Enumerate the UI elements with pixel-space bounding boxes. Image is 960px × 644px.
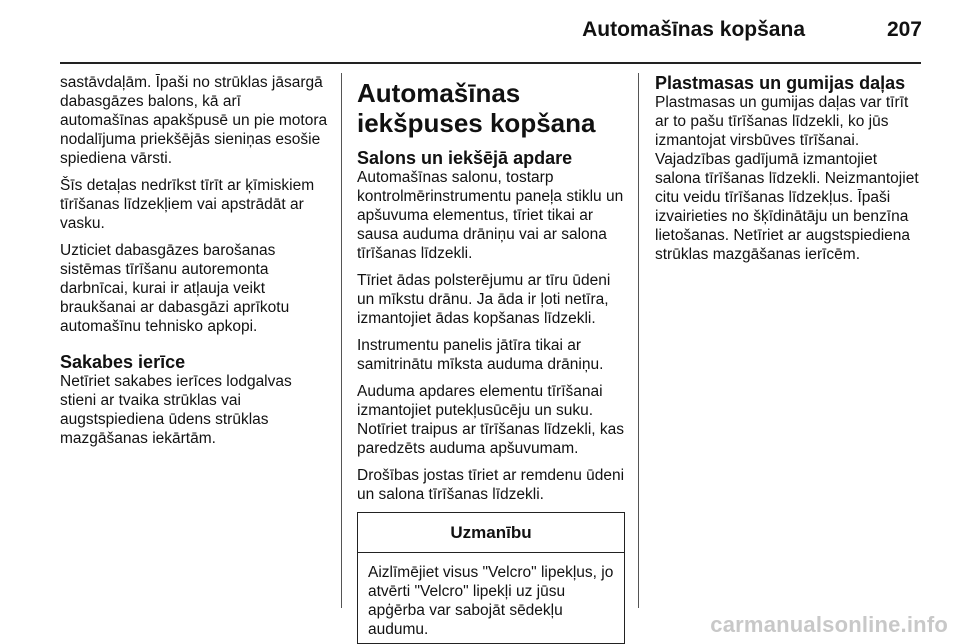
paragraph: Instrumentu panelis jātīra tikai ar samitrinātu mīksta auduma drāniņu. — [357, 337, 604, 373]
paragraph: Automašīnas salonu, tostarp kontrolmērinstrumentu paneļa stiklu un apšuvuma elementus, tīriet tikai ar sausa auduma drāniņu vai ar salona tīrīšanas līdzekli. — [357, 169, 624, 262]
paragraph: Tīriet ādas polsterējumu ar tīru ūdeni un mīkstu drānu. Ja āda ir ļoti netīra, izmantojiet ādas kopšanas līdzekli. — [357, 272, 611, 327]
column-divider — [638, 73, 639, 608]
notice-title: Uzmanību — [358, 513, 624, 553]
text-column-right — [655, 73, 923, 272]
watermark: carmanualsonline.info — [710, 612, 948, 637]
paragraph: Plastmasas un gumijas daļas var tīrīt ar to pašu tīrīšanas līdzekli, ko jūs izmantojat virsbūves tīrīšanai. Vajadzības gadījumā izmantojiet salona tīrīšanas līdzekli. Neizmantojiet citu veidu tīrīšanas līdzekļus. Īpaši izvairieties no šķīdinātāju un benzīna lietošanas. Netīriet ar augstspiediena strūklas mazgāšanas ierīcēm. — [655, 94, 919, 263]
section-heading-interior: Salons un iekšējā apdare — [357, 148, 573, 168]
paragraph: Drošības jostas tīriet ar remdenu ūdeni un salona tīrīšanas līdzekli. — [357, 467, 625, 503]
chapter-title: Automašīnas iekšpuses kopšana — [357, 78, 596, 138]
paragraph: sastāvdaļām. Īpaši no strūklas jāsargā dabasgāzes balons, kā arī automašīnas apakšpusē un pie motora nodalījuma priekšējās sieniņas esošie spiediena vārsti. — [60, 74, 328, 167]
header-rule — [60, 62, 921, 64]
paragraph: Netīriet sakabes ierīces lodgalvas stieni ar tvaika strūklas vai augstspiediena ūdens strūklas mazgāšanas iekārtām. — [60, 373, 292, 447]
page-number: 207 — [886, 18, 922, 41]
paragraph: Uzticiet dabasgāzes barošanas sistēmas tīrīšanu autoremonta darbnīcai, kurai ir atļauja veikt braukšanai ar dabasgāzi aprīkotu automašīnu tehnisko apkopi. — [60, 242, 290, 335]
notice-text: Aizlīmējiet visus "Velcro" lipekļus, jo atvērti "Velcro" lipekļi uz jūsu apģērba var sabojāt sēdekļu audumu. — [368, 564, 614, 638]
section-heading-plastic-rubber: Plastmasas un gumijas daļas — [655, 73, 906, 93]
running-header-title: Automašīnas kopšana — [582, 18, 805, 41]
section-heading-tow-bar: Sakabes ierīce — [60, 352, 186, 372]
text-column-middle — [357, 73, 625, 644]
paragraph: Auduma apdares elementu tīrīšanai izmantojiet putekļusūcēju un suku. Notīriet traipus ar tīrīšanas līdzekli, kas paredzēts auduma apšuvumam. — [357, 383, 625, 457]
text-column-left — [60, 73, 332, 456]
notice-box — [357, 512, 625, 644]
column-divider — [341, 73, 342, 608]
paragraph: Šīs detaļas nedrīkst tīrīt ar ķīmiskiem tīrīšanas līdzekļiem vai apstrādāt ar vasku. — [60, 177, 315, 232]
